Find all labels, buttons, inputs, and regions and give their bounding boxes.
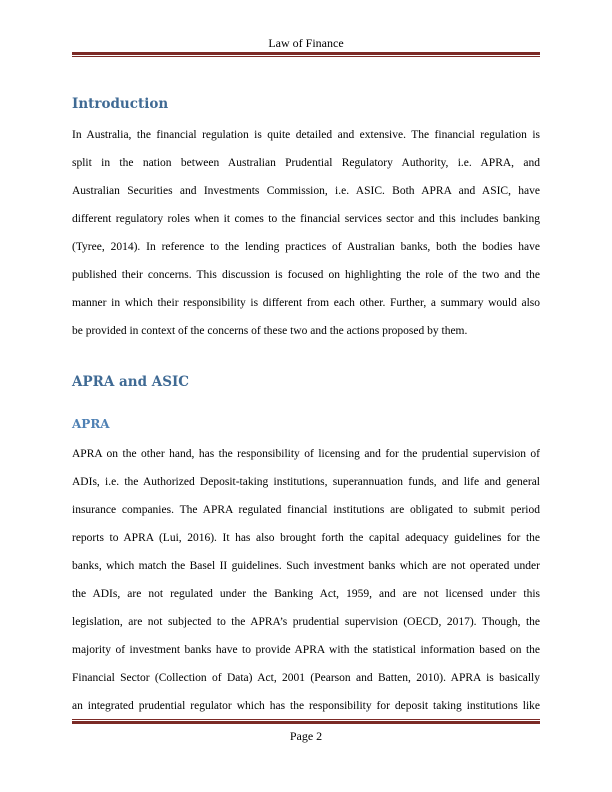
page-number: Page 2 xyxy=(289,729,323,743)
paragraph-line: be provided in context of the concerns of these two and the actions proposed by them. xyxy=(72,325,468,337)
header-rule-thick xyxy=(72,52,540,55)
paragraph-line: Financial Sector (Collection of Data) Act, 2001 (Pearson and Batten, 2010). APRA is basically xyxy=(72,672,540,684)
paragraph-line: banks, which match the Basel II guidelines. Such investment banks which are not operated under xyxy=(72,560,540,572)
paragraph-line: manner in which their responsibility is different from each other. Further, a summary would also xyxy=(72,297,540,309)
paragraph-line: legislation, are not subjected to the APRA’s prudential supervision (OECD, 2017). Though, the xyxy=(72,616,540,628)
paragraph-line: Australian Securities and Investments Commission, i.e. ASIC. Both APRA and ASIC, have xyxy=(72,185,540,197)
paragraph-introduction xyxy=(72,121,540,345)
paragraph-line: published their concerns. This discussion is focused on highlighting the role of the two and the xyxy=(72,269,540,281)
paragraph-line: split in the nation between Australian Prudential Regulatory Authority, i.e. APRA, and xyxy=(72,157,540,169)
paragraph-line: different regulatory roles when it comes to the financial services sector and this includes banking xyxy=(72,213,540,225)
heading-introduction: Introduction xyxy=(72,96,169,112)
paragraph-line: an integrated prudential regulator which has the responsibility for deposit taking institutions like xyxy=(72,700,540,712)
header-rule-thin xyxy=(72,56,540,57)
paragraph-line: ADIs, i.e. the Authorized Deposit-taking institutions, superannuation funds, and life and general xyxy=(72,476,540,488)
paragraph-line: majority of investment banks have to provide APRA with the statistical information based on the xyxy=(72,644,540,656)
footer-rule-thick xyxy=(72,721,540,724)
paragraph-line: reports to APRA (Lui, 2016). It has also brought forth the capital adequacy guidelines for the xyxy=(72,532,540,544)
paragraph-line: the ADIs, are not regulated under the Banking Act, 1959, and are not licensed under this xyxy=(72,588,540,600)
footer-rule-thin xyxy=(72,719,540,720)
paragraph-apra xyxy=(72,440,540,720)
running-header-title: Law of Finance xyxy=(268,36,344,50)
paragraph-line: insurance companies. The APRA regulated financial institutions are obligated to submit period xyxy=(72,504,540,516)
heading-apra: APRA xyxy=(72,417,110,431)
paragraph-line: APRA on the other hand, has the responsibility of licensing and for the prudential supervision of xyxy=(72,448,540,460)
paragraph-line: (Tyree, 2014). In reference to the lending practices of Australian banks, both the bodies have xyxy=(72,241,540,253)
heading-apra-and-asic: APRA and ASIC xyxy=(72,374,190,390)
paragraph-line: In Australia, the financial regulation is quite detailed and extensive. The financial regulation is xyxy=(72,129,540,141)
